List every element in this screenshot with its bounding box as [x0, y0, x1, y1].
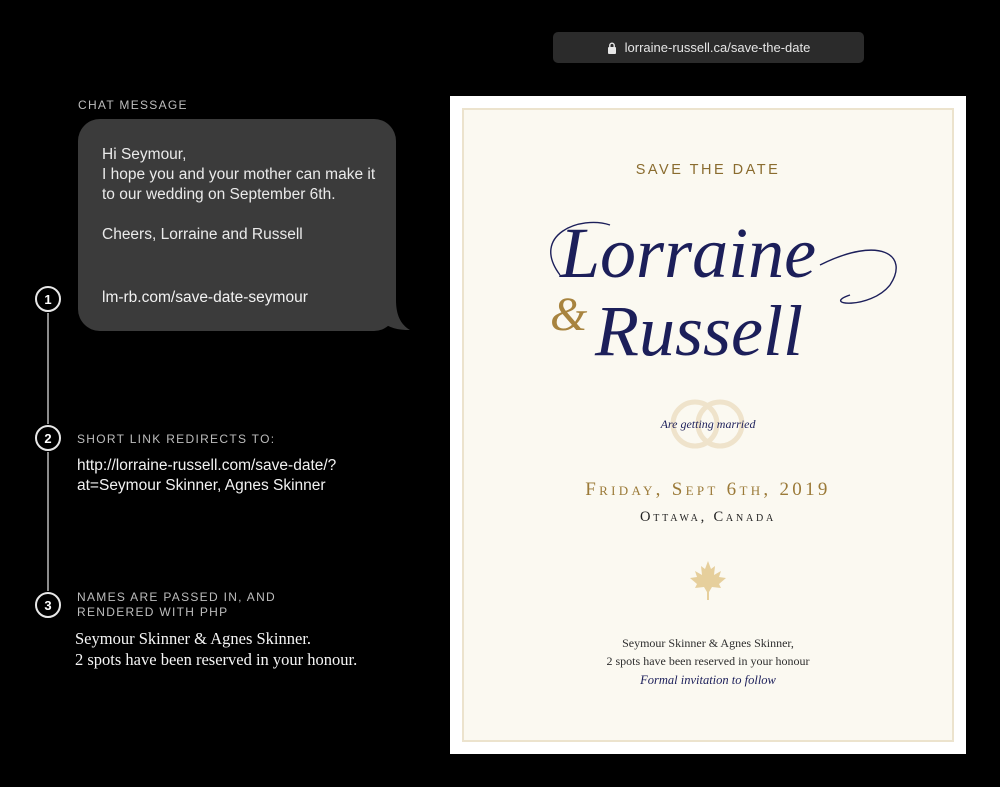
address-bar[interactable] [553, 32, 864, 63]
php-rendered-output: Seymour Skinner & Agnes Skinner. 2 spots have been reserved in your honour. [75, 629, 358, 669]
step-3-label: NAMES ARE PASSED IN, AND RENDERED WITH PHP [77, 590, 277, 619]
step-2-label: SHORT LINK REDIRECTS TO: [77, 432, 276, 446]
chat-message-text: Hi Seymour, I hope you and your mother can make it to our wedding on September 6th. Cheers, Lorraine and Russell [102, 146, 376, 243]
step-1-marker: 1 [35, 286, 61, 312]
lock-icon [607, 42, 617, 54]
name-russell: Russell [595, 291, 803, 371]
reserved-spots: 2 spots have been reserved in your honour [606, 654, 810, 668]
timeline-connector [47, 452, 49, 591]
ampersand: & [550, 288, 588, 341]
chat-message-label: CHAT MESSAGE [78, 98, 188, 112]
name-lorraine: Lorraine [560, 213, 817, 293]
step-3-marker: 3 [35, 592, 61, 618]
url-text: lorraine-russell.ca/save-the-date [624, 40, 811, 55]
wedding-date: Friday, Sept 6th, 2019 [585, 479, 831, 500]
timeline-connector [47, 313, 49, 424]
step-2-marker: 2 [35, 425, 61, 451]
getting-married-text: Are getting married [660, 417, 756, 431]
chat-bubble-tail [380, 300, 410, 332]
guest-reservation [462, 634, 954, 670]
couple-names [520, 195, 920, 385]
maple-leaf-icon [688, 559, 728, 601]
save-the-date-heading: SAVE THE DATE [635, 162, 781, 178]
redirect-url: http://lorraine-russell.com/save-date/?at=Seymour Skinner, Agnes Skinner [77, 457, 337, 494]
formal-invitation-note: Formal invitation to follow [640, 673, 776, 687]
guest-names: Seymour Skinner & Agnes Skinner, [622, 636, 794, 650]
chat-short-link[interactable]: lm-rb.com/save-date-seymour [102, 289, 308, 306]
wedding-location: Ottawa, Canada [639, 509, 777, 525]
